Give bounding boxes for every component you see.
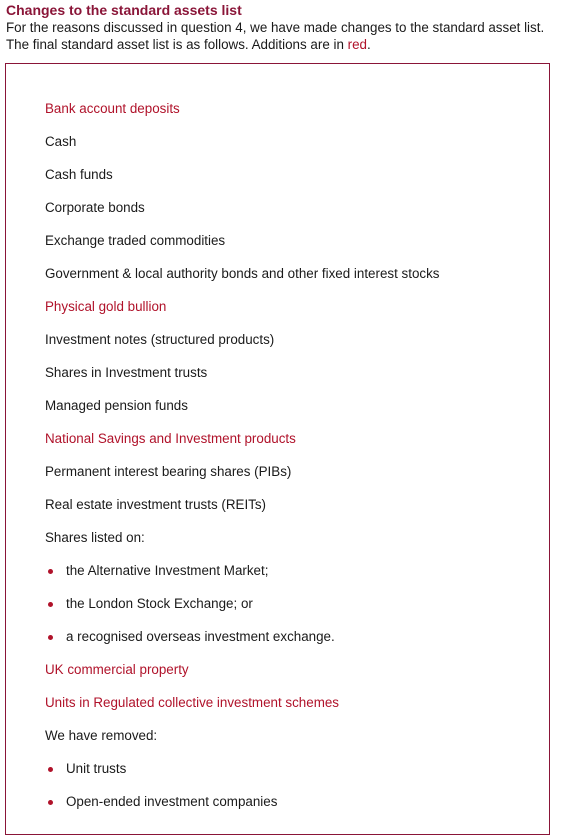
asset-list-item: UK commercial property xyxy=(45,662,189,677)
bullet-icon xyxy=(48,569,53,574)
asset-list-item: Investment notes (structured products) xyxy=(45,332,275,347)
asset-list-item: Government & local authority bonds and other fixed interest stocks xyxy=(45,266,440,281)
asset-list-item: Exchange traded commodities xyxy=(45,233,226,248)
bullet-icon xyxy=(48,602,53,607)
bullet-icon xyxy=(48,635,53,640)
asset-list-item: Real estate investment trusts (REITs) xyxy=(45,497,267,512)
intro-end: . xyxy=(367,37,371,52)
bullet-icon xyxy=(48,767,53,772)
asset-list-item: Bank account deposits xyxy=(45,101,180,116)
asset-list-item: Units in Regulated collective investment schemes xyxy=(45,695,339,710)
intro-red-word: red xyxy=(347,37,367,52)
removed-bullet-item: Unit trusts xyxy=(66,761,127,776)
asset-list-item: National Savings and Investment products xyxy=(45,431,296,446)
bullet-icon xyxy=(48,800,53,805)
asset-list-item: Managed pension funds xyxy=(45,398,188,413)
listed-on-bullet-item: the London Stock Exchange; or xyxy=(66,596,253,611)
asset-list-item: Shares in Investment trusts xyxy=(45,365,208,380)
asset-list-item: Corporate bonds xyxy=(45,200,145,215)
asset-list-item: Permanent interest bearing shares (PIBs) xyxy=(45,464,292,479)
removed-heading: We have removed: xyxy=(45,728,158,743)
listed-on-bullet-item: a recognised overseas investment exchange. xyxy=(66,629,335,644)
asset-list-item: Physical gold bullion xyxy=(45,299,167,314)
intro-text: For the reasons discussed in question 4, we have made changes to the standard asset list. The final standard asset list is as follows. Additions are in xyxy=(6,20,545,52)
asset-list-item: Shares listed on: xyxy=(45,530,145,545)
page-heading: Changes to the standard assets list xyxy=(6,2,242,18)
intro-paragraph xyxy=(6,19,558,53)
asset-list-item: Cash xyxy=(45,134,77,149)
asset-list-item: Cash funds xyxy=(45,167,113,182)
listed-on-bullet-item: the Alternative Investment Market; xyxy=(66,563,269,578)
removed-bullet-item: Open-ended investment companies xyxy=(66,794,278,809)
